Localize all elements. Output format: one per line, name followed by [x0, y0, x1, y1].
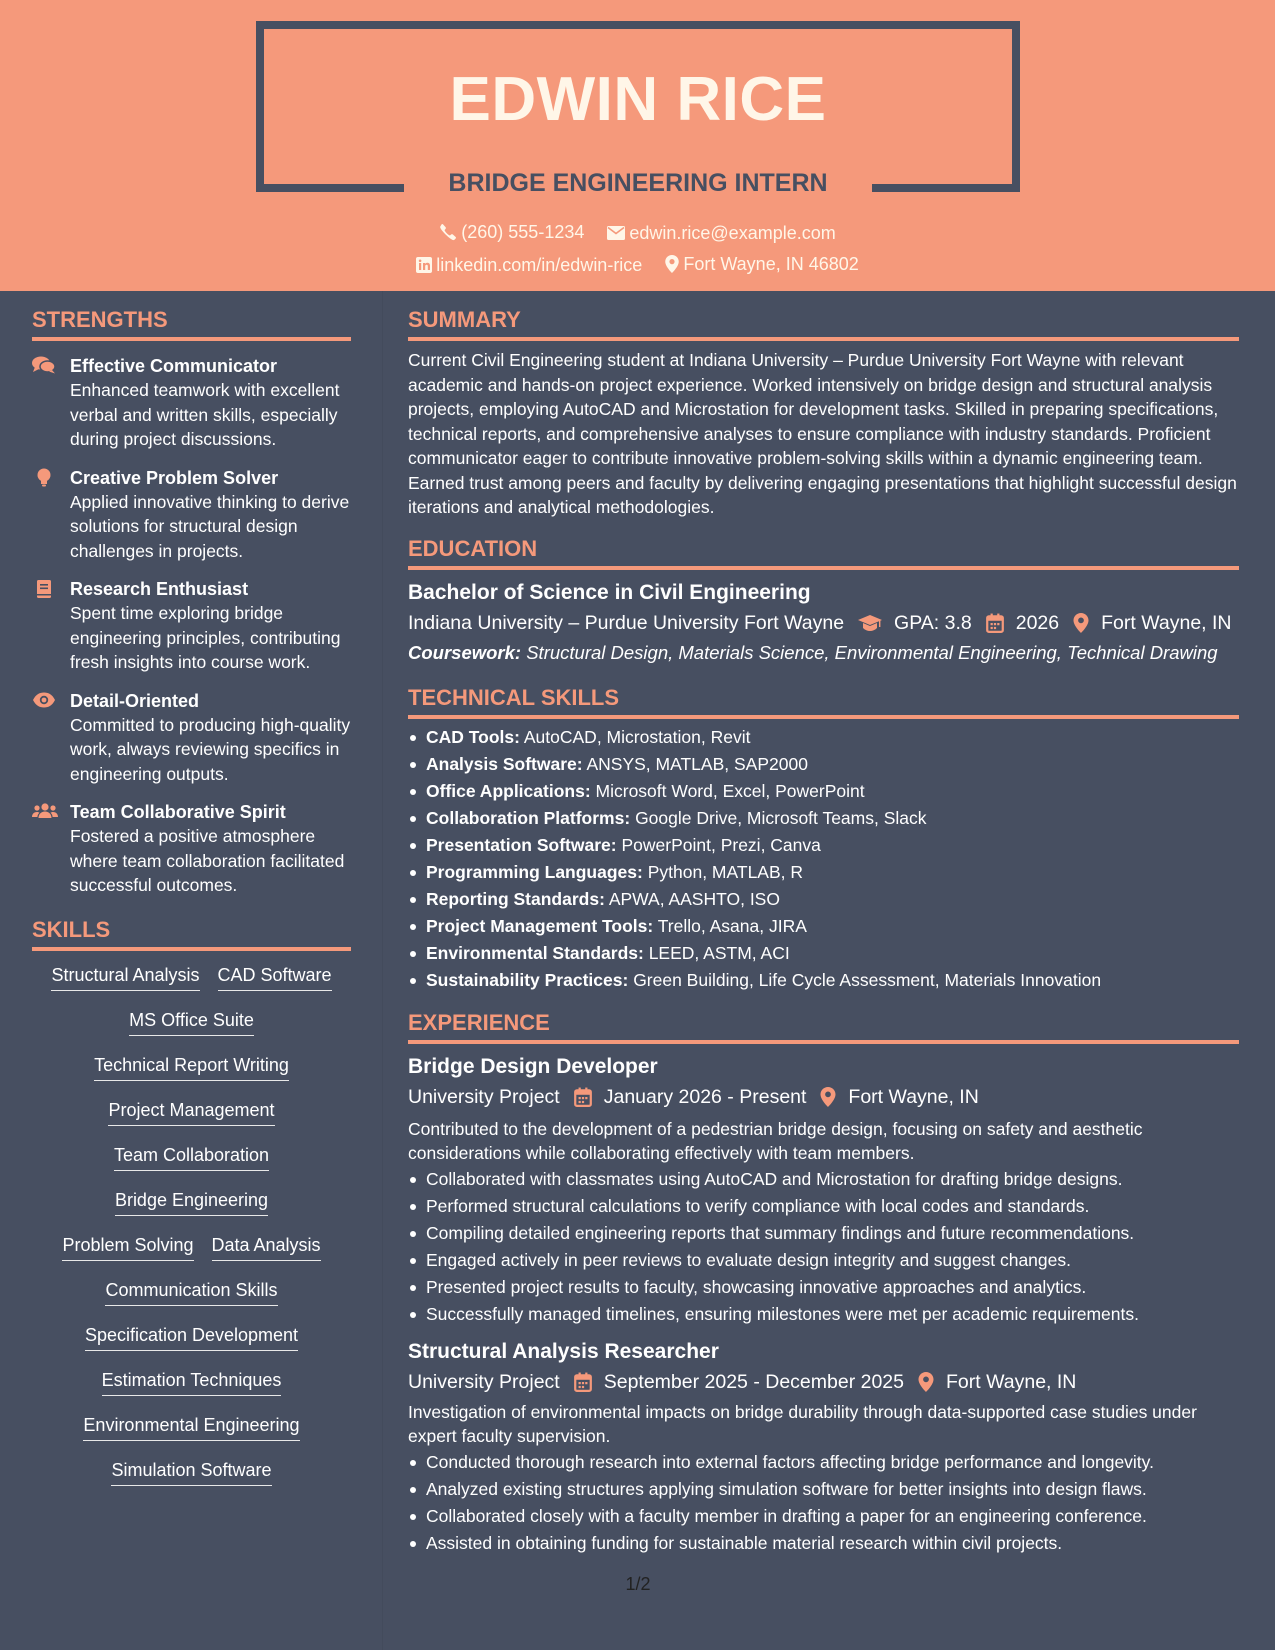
column-divider: [382, 291, 383, 1650]
degree-title: Bachelor of Science in Civil Engineering: [408, 580, 811, 604]
skill-tag: Structural Analysis: [51, 963, 199, 991]
list-item: [408, 967, 1239, 994]
job-location: Fort Wayne, IN: [848, 1085, 979, 1108]
tech-skill-value: ANSYS, MATLAB, SAP2000: [586, 753, 808, 774]
calendar-icon: [986, 613, 1004, 633]
list-item: [408, 940, 1239, 967]
phone-icon: [439, 223, 457, 241]
email-text: edwin.rice@example.com: [629, 223, 836, 243]
summary-heading: SUMMARY: [408, 305, 1239, 341]
graduation-cap-icon: [858, 614, 882, 632]
education-heading: EDUCATION: [408, 534, 1239, 570]
map-marker-icon: [665, 255, 679, 273]
strength-item: [32, 577, 351, 675]
strength-title: Team Collaborative Spirit: [70, 802, 286, 822]
tech-skill-label: Collaboration Platforms:: [426, 807, 631, 828]
tech-skill-label: Reporting Standards:: [426, 888, 605, 909]
list-item: [408, 886, 1239, 913]
skill-tag: Data Analysis: [212, 1233, 321, 1261]
tech-skill-value: AutoCAD, Microstation, Revit: [523, 726, 751, 747]
strength-title: Effective Communicator: [70, 356, 278, 376]
strengths-heading: STRENGTHS: [32, 305, 351, 341]
coursework: [408, 640, 1239, 665]
skill-tag: Team Collaboration: [114, 1143, 269, 1171]
map-marker-icon: [1073, 613, 1089, 633]
list-item: [408, 859, 1239, 886]
left-column: [32, 291, 351, 1503]
list-item: Successfully managed timelines, ensuring milestones were met per academic requirements.: [408, 1301, 1239, 1328]
location-contact: [665, 252, 858, 276]
technical-skills-heading: TECHNICAL SKILLS: [408, 683, 1239, 719]
tech-skill-label: Analysis Software:: [426, 753, 583, 774]
job-description: Contributed to the development of a pedestrian bridge design, focusing on safety and aesthetic considerations while collaborating effectively with team members.: [408, 1118, 1143, 1163]
job-org: University Project: [408, 1085, 560, 1108]
contact-row-1: [0, 220, 1275, 247]
list-item: Collaborated closely with a faculty member in drafting a paper for an engineering conference.: [408, 1503, 1239, 1530]
list-item: Engaged actively in peer reviews to evaluate design integrity and suggest changes.: [408, 1247, 1239, 1274]
strength-item: [32, 689, 351, 787]
tech-skill-value: Microsoft Word, Excel, PowerPoint: [595, 780, 865, 801]
job-dates: January 2026 - Present: [603, 1085, 807, 1108]
skill-tag: Project Management: [108, 1098, 274, 1126]
tech-skill-value: Trello, Asana, JIRA: [657, 915, 807, 936]
list-item: Collaborated with classmates using AutoCAD and Microstation for drafting bridge designs.: [408, 1166, 1239, 1193]
summary-text: Current Civil Engineering student at Indiana University – Purdue University Fort Wayne with relevant academic and hands-on project experience. Worked intensively on bridge design and structural analysis projects, employing AutoCAD and Microstation for development tasks. Skilled in preparing specifications, technical reports, and comprehensive analyses to ensure compliance with industry standards. Proficient communicator eager to contribute innovative problem-solving skills within a dynamic engineering team. Earned trust among peers and faculty by delivering engaging presentations that highlight successful design iterations and analytical methodologies.: [408, 350, 1237, 517]
gpa-text: GPA: 3.8: [894, 611, 972, 634]
tech-skill-value: Python, MATLAB, R: [647, 861, 804, 882]
tech-skill-value: APWA, AASHTO, ISO: [608, 888, 780, 909]
list-item: [408, 724, 1239, 751]
map-marker-icon: [918, 1372, 934, 1392]
tech-skill-value: Green Building, Life Cycle Assessment, Materials Innovation: [633, 969, 1102, 990]
tech-skill-value: PowerPoint, Prezi, Canva: [621, 834, 821, 855]
tech-skill-label: Office Applications:: [426, 780, 591, 801]
header-frame: [256, 21, 1020, 29]
job-dates: September 2025 - December 2025: [603, 1370, 904, 1393]
tech-skill-label: CAD Tools:: [426, 726, 520, 747]
strength-item: [32, 354, 351, 452]
skill-tag: Problem Solving: [62, 1233, 193, 1261]
skills-heading: SKILLS: [32, 915, 351, 951]
calendar-icon: [574, 1087, 592, 1107]
job-meta: [408, 1368, 1239, 1396]
strength-desc: Fostered a positive atmosphere where team collaboration facilitated successful outcomes.: [70, 826, 345, 895]
job-org: University Project: [408, 1370, 560, 1393]
strength-desc: Enhanced teamwork with excellent verbal and written skills, especially during project discussions.: [70, 380, 340, 449]
list-item: [408, 832, 1239, 859]
skill-tag: CAD Software: [218, 963, 332, 991]
location-text: Fort Wayne, IN 46802: [683, 254, 859, 274]
strength-item: [32, 466, 351, 564]
map-marker-icon: [820, 1087, 836, 1107]
skill-tag: Simulation Software: [111, 1458, 271, 1486]
contact-row-2: [0, 252, 1275, 279]
tech-skill-value: LEED, ASTM, ACI: [648, 942, 790, 963]
skill-tag: Environmental Engineering: [83, 1413, 299, 1441]
phone-contact[interactable]: [439, 220, 584, 244]
list-item: Performed structural calculations to verify compliance with local codes and standards.: [408, 1193, 1239, 1220]
page-number: 1/2: [625, 1574, 651, 1594]
list-item: [408, 778, 1239, 805]
linkedin-icon: [416, 257, 432, 273]
list-item: Analyzed existing structures applying simulation software for better insights into design flaws.: [408, 1476, 1239, 1503]
tech-skill-label: Programming Languages:: [426, 861, 643, 882]
list-item: Conducted thorough research into external factors affecting bridge performance and longevity.: [408, 1449, 1239, 1476]
job-meta: [408, 1083, 1239, 1111]
strength-item: [32, 800, 351, 898]
skill-tag: Technical Report Writing: [94, 1053, 289, 1081]
list-item: Assisted in obtaining funding for sustainable material research within civil projects.: [408, 1530, 1239, 1557]
strength-desc: Applied innovative thinking to derive solutions for structural design challenges in projects.: [70, 491, 350, 561]
skills-list: [32, 963, 351, 1503]
school-name: Indiana University – Purdue University Fort Wayne: [408, 611, 845, 634]
right-column: [408, 291, 1239, 1557]
skill-tag: Bridge Engineering: [115, 1188, 268, 1216]
strength-title: Research Enthusiast: [70, 579, 249, 599]
resume-header: [0, 0, 1275, 291]
strengths-list: [32, 354, 351, 898]
phone-text: (260) 555-1234: [461, 222, 585, 242]
coursework-list: Structural Design, Materials Science, Environmental Engineering, Technical Drawing: [526, 641, 1218, 663]
strength-desc: Committed to producing high-quality work, always reviewing specifics in engineering outputs.: [70, 714, 351, 784]
candidate-name: EDWIN RICE: [449, 65, 827, 134]
job-title: Structural Analysis Researcher: [408, 1339, 719, 1363]
skill-tag: Estimation Techniques: [102, 1368, 282, 1396]
job-description: Investigation of environmental impacts on bridge durability through data-supported case studies under expert faculty supervision.: [408, 1401, 1197, 1446]
comments-icon: [32, 356, 56, 374]
skill-tag: Communication Skills: [105, 1278, 277, 1306]
list-item: [408, 805, 1239, 832]
book-icon: [32, 579, 56, 599]
tech-skill-label: Environmental Standards:: [426, 942, 644, 963]
job-bullets: [408, 1449, 1239, 1557]
skill-tag: MS Office Suite: [129, 1008, 254, 1036]
tech-skill-label: Sustainability Practices:: [426, 969, 629, 990]
job-bullets: [408, 1166, 1239, 1328]
linkedin-text: linkedin.com/in/edwin-rice: [436, 255, 643, 275]
list-item: Presented project results to faculty, showcasing innovative approaches and analytics.: [408, 1274, 1239, 1301]
email-contact[interactable]: [607, 221, 835, 245]
strength-title: Creative Problem Solver: [70, 467, 279, 488]
list-item: [408, 751, 1239, 778]
calendar-icon: [574, 1372, 592, 1392]
job-title: Bridge Design Developer: [408, 1054, 658, 1078]
linkedin-contact[interactable]: [416, 253, 642, 277]
strength-desc: Spent time exploring bridge engineering principles, contributing fresh insights into course work.: [70, 603, 341, 672]
job-location: Fort Wayne, IN: [945, 1370, 1077, 1393]
experience-heading: EXPERIENCE: [408, 1008, 1239, 1044]
coursework-label: Coursework:: [408, 641, 522, 663]
lightbulb-icon: [32, 468, 56, 488]
users-icon: [32, 802, 58, 820]
envelope-icon: [607, 225, 625, 241]
skill-tag: Specification Development: [85, 1323, 298, 1351]
education-meta: [408, 609, 1239, 637]
list-item: [408, 913, 1239, 940]
tech-skill-label: Presentation Software:: [426, 834, 617, 855]
graduation-year: 2026: [1015, 611, 1060, 634]
eye-icon: [32, 691, 56, 709]
tech-skill-value: Google Drive, Microsoft Teams, Slack: [635, 807, 927, 828]
strength-title: Detail-Oriented: [70, 690, 200, 711]
technical-skills-list: [408, 724, 1239, 994]
candidate-title: BRIDGE ENGINEERING INTERN: [448, 169, 828, 197]
list-item: Compiling detailed engineering reports that summary findings and future recommendations.: [408, 1220, 1239, 1247]
tech-skill-label: Project Management Tools:: [426, 915, 654, 936]
education-location: Fort Wayne, IN: [1101, 611, 1232, 634]
